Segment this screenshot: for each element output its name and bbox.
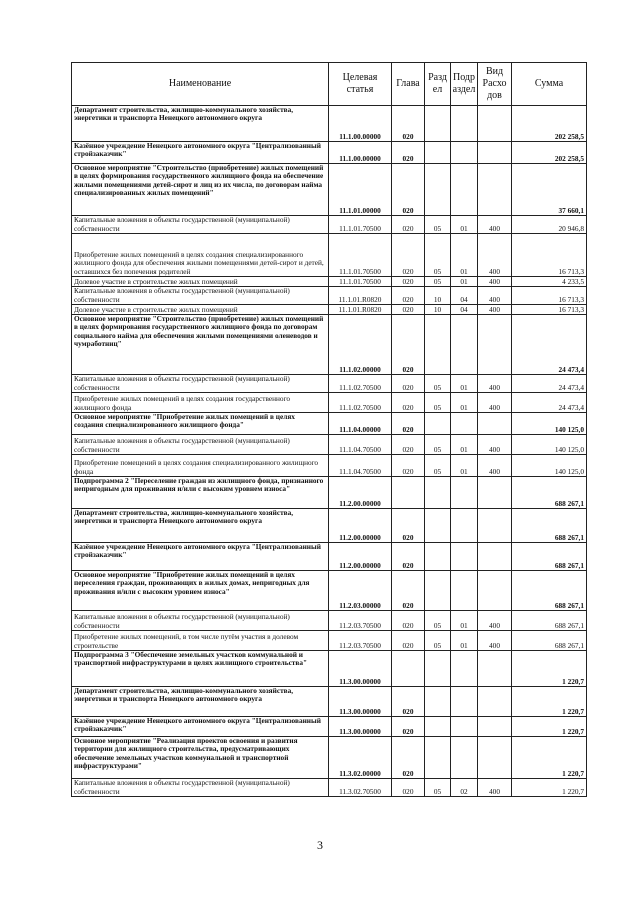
- row-subsection: 02: [451, 779, 478, 797]
- row-subsection: [451, 717, 478, 737]
- row-name: Капитальные вложения в объекты государственной (муниципальной) собственности: [72, 375, 329, 393]
- row-chapter: [392, 477, 425, 509]
- table-row: [72, 234, 587, 277]
- table-row: [72, 142, 587, 164]
- row-section: 05: [425, 455, 451, 477]
- table-row: [72, 737, 587, 779]
- row-chapter: [392, 651, 425, 687]
- row-section: [425, 106, 451, 142]
- table-row: [72, 216, 587, 234]
- row-target-code: 11.3.00.00000: [329, 651, 392, 687]
- row-name: Казённое учреждение Ненецкого автономного округа "Централизованный стройзаказчик": [72, 142, 329, 164]
- row-chapter: 020: [392, 305, 425, 315]
- row-target-code: 11.1.02.70500: [329, 393, 392, 413]
- header-name: Наименование: [72, 63, 329, 106]
- header-expense-type: Вид Расхо дов: [478, 63, 512, 106]
- row-chapter: 020: [392, 509, 425, 543]
- row-subsection: 01: [451, 216, 478, 234]
- table-row: [72, 543, 587, 571]
- row-target-code: 11.1.01.70500: [329, 277, 392, 287]
- row-subsection: [451, 571, 478, 611]
- row-name: Капитальные вложения в объекты государственной (муниципальной) собственности: [72, 287, 329, 305]
- row-target-code: 11.1.00.00000: [329, 142, 392, 164]
- row-section: 05: [425, 277, 451, 287]
- table-row: [72, 413, 587, 435]
- row-target-code: 11.1.02.00000: [329, 315, 392, 375]
- row-section: [425, 477, 451, 509]
- row-section: 05: [425, 375, 451, 393]
- table-row: [72, 611, 587, 631]
- row-subsection: [451, 737, 478, 779]
- row-sum: 4 233,5: [512, 277, 587, 287]
- row-name: Основное мероприятие "Приобретение жилых помещений в целях создания специализированного жилищного фонда": [72, 413, 329, 435]
- row-section: 05: [425, 216, 451, 234]
- row-subsection: [451, 687, 478, 717]
- row-chapter: 020: [392, 631, 425, 651]
- row-name: Капитальные вложения в объекты государственной (муниципальной) собственности: [72, 611, 329, 631]
- row-section: [425, 717, 451, 737]
- table-row: [72, 509, 587, 543]
- table-row: [72, 717, 587, 737]
- row-section: 05: [425, 393, 451, 413]
- row-expense-type: [478, 543, 512, 571]
- row-chapter: 020: [392, 717, 425, 737]
- row-sum: 688 267,1: [512, 571, 587, 611]
- row-expense-type: [478, 651, 512, 687]
- row-sum: 20 946,8: [512, 216, 587, 234]
- row-section: 05: [425, 234, 451, 277]
- row-sum: 1 220,7: [512, 779, 587, 797]
- table-row: [72, 477, 587, 509]
- row-sum: 1 220,7: [512, 737, 587, 779]
- header-section: Разд ел: [425, 63, 451, 106]
- row-target-code: 11.2.00.00000: [329, 477, 392, 509]
- table-row: [72, 779, 587, 797]
- row-subsection: [451, 509, 478, 543]
- row-sum: 24 473,4: [512, 393, 587, 413]
- table-row: [72, 106, 587, 142]
- row-expense-type: 400: [478, 779, 512, 797]
- row-expense-type: 400: [478, 375, 512, 393]
- row-name: Департамент строительства, жилищно-коммунального хозяйства, энергетики и транспорта Ненецкого автономного округа: [72, 687, 329, 717]
- row-sum: 688 267,1: [512, 631, 587, 651]
- row-expense-type: 400: [478, 305, 512, 315]
- row-sum: 688 267,1: [512, 509, 587, 543]
- row-subsection: [451, 651, 478, 687]
- row-subsection: [451, 543, 478, 571]
- row-subsection: [451, 164, 478, 216]
- row-section: 10: [425, 287, 451, 305]
- row-target-code: 11.3.00.00000: [329, 687, 392, 717]
- row-expense-type: 400: [478, 455, 512, 477]
- row-section: [425, 687, 451, 717]
- row-name: Приобретение жилых помещений, в том числе путём участия в долевом строительстве: [72, 631, 329, 651]
- row-chapter: 020: [392, 393, 425, 413]
- row-expense-type: 400: [478, 287, 512, 305]
- row-subsection: [451, 106, 478, 142]
- row-chapter: 020: [392, 413, 425, 435]
- row-name: Капитальные вложения в объекты государственной (муниципальной) собственности: [72, 216, 329, 234]
- row-chapter: 020: [392, 164, 425, 216]
- row-target-code: 11.1.00.00000: [329, 106, 392, 142]
- table-row: [72, 687, 587, 717]
- row-section: [425, 142, 451, 164]
- row-subsection: 01: [451, 455, 478, 477]
- row-sum: 37 660,1: [512, 164, 587, 216]
- table-row: [72, 277, 587, 287]
- row-sum: 1 220,7: [512, 651, 587, 687]
- row-name: Подпрограмма 2 "Переселение граждан из жилищного фонда, признанного непригодным для проживания и/или с высоким уровнем износа": [72, 477, 329, 509]
- row-sum: 688 267,1: [512, 611, 587, 631]
- row-sum: 688 267,1: [512, 543, 587, 571]
- row-name: Основное мероприятие "Реализация проектов освоения и развития территории для жилищного строительства, предусматривающих обеспечение земельных участков коммунальной и транспортной инфраструктурами": [72, 737, 329, 779]
- table-body: [72, 106, 587, 797]
- row-chapter: 020: [392, 543, 425, 571]
- row-sum: 140 125,0: [512, 435, 587, 455]
- row-expense-type: 400: [478, 277, 512, 287]
- row-subsection: [451, 315, 478, 375]
- row-expense-type: [478, 717, 512, 737]
- row-subsection: 01: [451, 631, 478, 651]
- row-expense-type: 400: [478, 631, 512, 651]
- row-subsection: 01: [451, 234, 478, 277]
- row-target-code: 11.1.01.70500: [329, 216, 392, 234]
- table-row: [72, 631, 587, 651]
- row-section: [425, 543, 451, 571]
- row-expense-type: 400: [478, 393, 512, 413]
- header-subsection: Подр аздел: [451, 63, 478, 106]
- row-subsection: 01: [451, 393, 478, 413]
- row-expense-type: [478, 106, 512, 142]
- table-row: [72, 393, 587, 413]
- row-subsection: 04: [451, 287, 478, 305]
- row-target-code: 11.3.02.00000: [329, 737, 392, 779]
- row-expense-type: [478, 687, 512, 717]
- row-target-code: 11.2.00.00000: [329, 543, 392, 571]
- row-chapter: 020: [392, 315, 425, 375]
- row-section: [425, 571, 451, 611]
- row-name: Основное мероприятие "Строительство (приобретение) жилых помещений в целях формирования государственного жилищного фонда на обеспечение жилыми помещениями детей-сирот и лиц из их числа, по договорам найма специализированных жилых помещений": [72, 164, 329, 216]
- row-name: Подпрограмма 3 "Обеспечение земельных участков коммунальной и транспортной инфраструктурами в целях жилищного строительства": [72, 651, 329, 687]
- row-target-code: 11.3.02.70500: [329, 779, 392, 797]
- row-chapter: 020: [392, 375, 425, 393]
- table-row: [72, 287, 587, 305]
- row-expense-type: 400: [478, 611, 512, 631]
- row-section: 10: [425, 305, 451, 315]
- row-section: [425, 509, 451, 543]
- row-expense-type: [478, 571, 512, 611]
- row-subsection: [451, 142, 478, 164]
- table-row: [72, 455, 587, 477]
- row-name: Долевое участие в строительстве жилых помещений: [72, 277, 329, 287]
- row-section: 05: [425, 631, 451, 651]
- row-expense-type: [478, 509, 512, 543]
- row-expense-type: [478, 142, 512, 164]
- row-expense-type: 400: [478, 435, 512, 455]
- row-name: Казённое учреждение Ненецкого автономного округа "Централизованный стройзаказчик": [72, 543, 329, 571]
- row-section: [425, 164, 451, 216]
- row-name: Долевое участие в строительстве жилых помещений: [72, 305, 329, 315]
- row-expense-type: 400: [478, 216, 512, 234]
- row-target-code: 11.2.03.70500: [329, 611, 392, 631]
- row-chapter: 020: [392, 779, 425, 797]
- row-chapter: 020: [392, 234, 425, 277]
- row-chapter: 020: [392, 611, 425, 631]
- row-name: Капитальные вложения в объекты государственной (муниципальной) собственности: [72, 779, 329, 797]
- row-sum: 1 220,7: [512, 717, 587, 737]
- row-target-code: 11.3.00.00000: [329, 717, 392, 737]
- row-target-code: 11.1.04.00000: [329, 413, 392, 435]
- row-sum: 16 713,3: [512, 234, 587, 277]
- row-section: 05: [425, 435, 451, 455]
- row-target-code: 11.2.03.00000: [329, 571, 392, 611]
- table-row: [72, 315, 587, 375]
- row-subsection: 01: [451, 435, 478, 455]
- table-header-row: [72, 63, 587, 106]
- row-target-code: 11.1.01.R0820: [329, 305, 392, 315]
- row-name: Департамент строительства, жилищно-коммунального хозяйства, энергетики и транспорта Ненецкого автономного округа: [72, 509, 329, 543]
- row-name: Основное мероприятие "Приобретение жилых помещений в целях переселения граждан, проживающих в жилых домах, непригодных для проживания и/или с высоким уровнем износа": [72, 571, 329, 611]
- row-sum: 16 713,3: [512, 305, 587, 315]
- row-subsection: [451, 477, 478, 509]
- row-chapter: 020: [392, 142, 425, 164]
- row-sum: 140 125,0: [512, 455, 587, 477]
- row-subsection: 01: [451, 611, 478, 631]
- row-target-code: 11.1.01.00000: [329, 164, 392, 216]
- row-sum: 140 125,0: [512, 413, 587, 435]
- row-sum: 24 473,4: [512, 315, 587, 375]
- row-section: 05: [425, 779, 451, 797]
- row-chapter: 020: [392, 106, 425, 142]
- row-subsection: 01: [451, 375, 478, 393]
- table-row: [72, 305, 587, 315]
- row-subsection: 01: [451, 277, 478, 287]
- row-name: Капитальные вложения в объекты государственной (муниципальной) собственности: [72, 435, 329, 455]
- row-name: Приобретение помещений в целях создания специализированного жилищного фонда: [72, 455, 329, 477]
- row-sum: 24 473,4: [512, 375, 587, 393]
- row-subsection: 04: [451, 305, 478, 315]
- row-target-code: 11.1.04.70500: [329, 435, 392, 455]
- row-expense-type: [478, 737, 512, 779]
- row-section: [425, 413, 451, 435]
- table-row: [72, 375, 587, 393]
- table-row: [72, 164, 587, 216]
- row-chapter: 020: [392, 687, 425, 717]
- row-expense-type: [478, 164, 512, 216]
- row-chapter: 020: [392, 216, 425, 234]
- row-expense-type: [478, 477, 512, 509]
- header-target: Целевая статья: [329, 63, 392, 106]
- header-chapter: Глава: [392, 63, 425, 106]
- row-chapter: 020: [392, 277, 425, 287]
- row-target-code: 11.1.02.70500: [329, 375, 392, 393]
- row-chapter: 020: [392, 287, 425, 305]
- page-number: 3: [317, 838, 323, 852]
- budget-table: [71, 62, 587, 797]
- table-row: [72, 571, 587, 611]
- table-row: [72, 651, 587, 687]
- table-row: [72, 435, 587, 455]
- row-sum: 16 713,3: [512, 287, 587, 305]
- row-subsection: [451, 413, 478, 435]
- row-name: Департамент строительства, жилищно-коммунального хозяйства, энергетики и транспорта Ненецкого автономного округа: [72, 106, 329, 142]
- row-target-code: 11.1.01.70500: [329, 234, 392, 277]
- row-expense-type: 400: [478, 234, 512, 277]
- row-name: Приобретение жилых помещений в целях создания специализированного жилищного фонда для обеспечения жилыми помещениями детей-сирот и детей, оставшихся без попечения родителей: [72, 234, 329, 277]
- row-name: Основное мероприятие "Строительство (приобретение) жилых помещений в целях формирования государственного жилищного фонда по договорам социального найма для обеспечения жилыми помещениями оленеводов и чумработниц": [72, 315, 329, 375]
- row-section: [425, 651, 451, 687]
- row-sum: 202 258,5: [512, 142, 587, 164]
- header-sum: Сумма: [512, 63, 587, 106]
- row-target-code: 11.2.03.70500: [329, 631, 392, 651]
- row-sum: 202 258,5: [512, 106, 587, 142]
- row-target-code: 11.1.04.70500: [329, 455, 392, 477]
- row-expense-type: [478, 413, 512, 435]
- row-chapter: 020: [392, 435, 425, 455]
- row-target-code: 11.2.00.00000: [329, 509, 392, 543]
- row-section: [425, 315, 451, 375]
- row-name: Приобретение жилых помещений в целях создания государственного жилищного фонда: [72, 393, 329, 413]
- row-sum: 1 220,7: [512, 687, 587, 717]
- row-name: Казённое учреждение Ненецкого автономного округа "Централизованный стройзаказчик": [72, 717, 329, 737]
- row-chapter: 020: [392, 455, 425, 477]
- row-expense-type: [478, 315, 512, 375]
- row-chapter: 020: [392, 571, 425, 611]
- row-chapter: 020: [392, 737, 425, 779]
- row-sum: 688 267,1: [512, 477, 587, 509]
- row-section: [425, 737, 451, 779]
- row-target-code: 11.1.01.R0820: [329, 287, 392, 305]
- row-section: 05: [425, 611, 451, 631]
